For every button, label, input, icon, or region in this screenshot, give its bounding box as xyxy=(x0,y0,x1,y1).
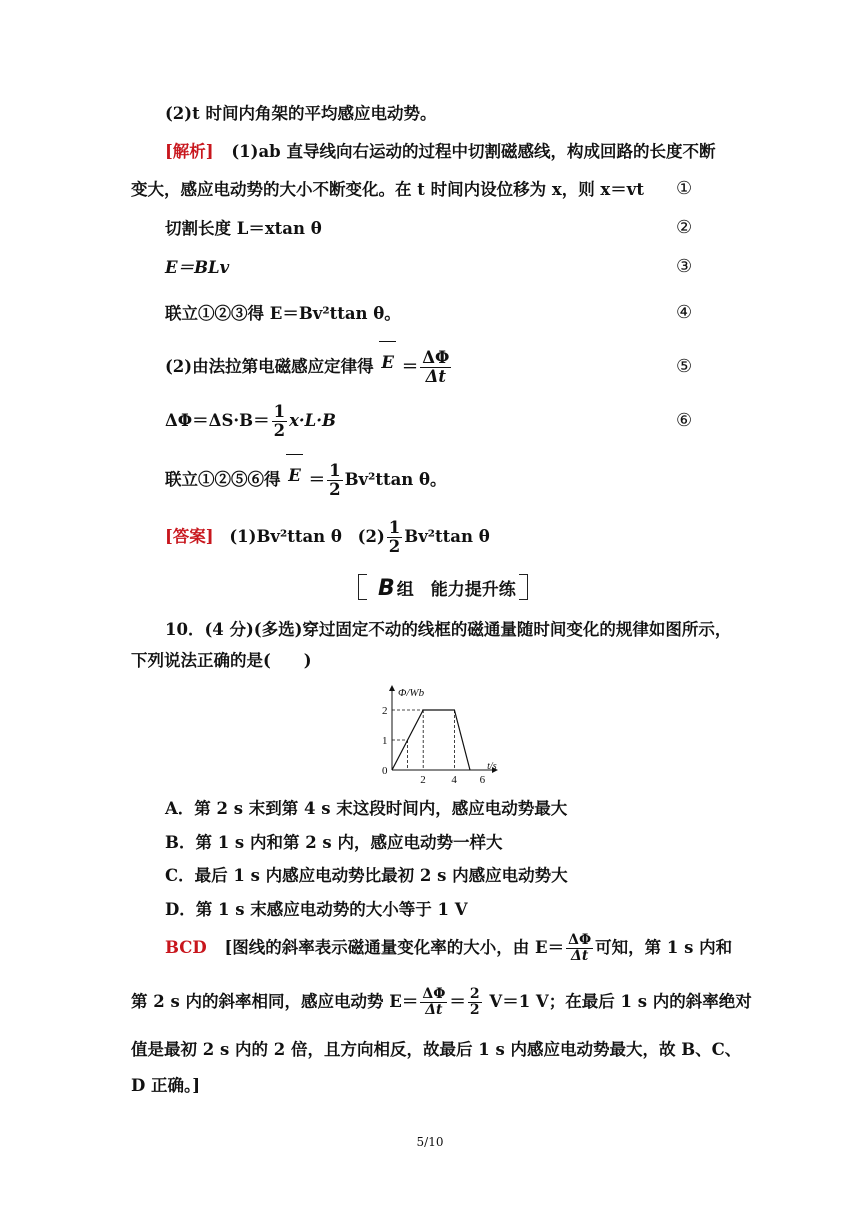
x-tick-label: 2 xyxy=(420,774,426,786)
equation-number-2: ② xyxy=(676,217,693,238)
equals-sign: ＝ xyxy=(401,357,419,376)
section-title xyxy=(378,575,516,601)
y-axis-label: Φ/Wb xyxy=(398,687,425,699)
analysis-tag: [解析] xyxy=(165,142,214,161)
x-axis-label: t/s xyxy=(487,761,497,772)
combine-text: 联立①②⑤⑥得 xyxy=(165,470,281,489)
solution-equals: ＝ xyxy=(449,992,466,1011)
solution-fraction-2: $\frac{\Delta\Phi}{\Delta t}$ xyxy=(422,986,446,1018)
option-c[interactable]: C．最后 1 s 内感应电动势比最初 2 s 内感应电动势大 xyxy=(165,866,568,885)
analysis-text: (1)ab 直导线向右运动的过程中切割磁感线，构成回路的长度不断 xyxy=(231,142,716,161)
x-tick-label: 4 xyxy=(451,774,457,786)
text-line-9 xyxy=(165,458,447,501)
faraday-text: (2)由法拉第电磁感应定律得 xyxy=(165,357,374,376)
answer-half-fraction: $\frac{1}{2}$ xyxy=(388,518,401,556)
answer-2-tail: Bv²ttan θ xyxy=(404,527,490,546)
solution-line-3: 值是最初 2 s 内的 2 倍，且方向相反，故最后 1 s 内感应电动势最大，故 B、C、 xyxy=(131,1040,742,1059)
half-fraction: $\frac{1}{2}$ xyxy=(273,402,286,440)
text-line-1: (2)t 时间内角架的平均感应电动势。 xyxy=(165,104,437,123)
question-line-1: 10．(4 分)(多选)穿过固定不动的线框的磁通量随时间变化的规律如图所示， xyxy=(165,620,732,639)
half-fraction-2: $\frac{1}{2}$ xyxy=(329,461,341,499)
equation-number-5: ⑤ xyxy=(676,356,693,377)
text-line-3: 变大，感应电动势的大小不断变化。在 t 时间内设位移为 x，则 x＝vt xyxy=(131,180,644,199)
flux-change-text: ΔΦ＝ΔS·B＝ xyxy=(165,411,270,430)
result-text: Bv²ttan θ。 xyxy=(344,470,447,489)
section-heading xyxy=(358,574,528,600)
y-tick-label: 2 xyxy=(382,705,388,717)
option-b[interactable]: B．第 1 s 内和第 2 s 内，感应电动势一样大 xyxy=(165,833,503,852)
text-line-7 xyxy=(165,345,453,388)
question-line-2: 下列说法正确的是( ) xyxy=(131,651,312,670)
option-d[interactable]: D．第 1 s 末感应电动势的大小等于 1 V xyxy=(165,900,468,919)
answer-line xyxy=(165,516,490,558)
solution-answer: BCD xyxy=(165,938,207,957)
section-letter: B xyxy=(378,576,395,601)
solution-line-1 xyxy=(165,927,732,969)
analysis-line xyxy=(165,142,715,162)
answer-tag: [答案] xyxy=(165,527,214,546)
right-bracket xyxy=(519,574,528,600)
equation-number-3: ③ xyxy=(676,256,693,277)
solution-fraction-3: $\frac{2}{2}$ xyxy=(469,986,480,1018)
option-a[interactable]: A．第 2 s 末到第 4 s 末这段时间内，感应电动势最大 xyxy=(165,799,568,818)
equation-number-1: ① xyxy=(676,178,693,199)
equals-sign-2: ＝ xyxy=(308,470,326,489)
equation-number-4: ④ xyxy=(676,302,693,323)
text-line-6: 联立①②③得 E＝Bv²ttan θ。 xyxy=(165,304,401,323)
solution-text-1: [图线的斜率表示磁通量变化率的大小，由 E＝ xyxy=(224,938,565,957)
left-bracket xyxy=(358,574,367,600)
flux-change-tail: x·L·B xyxy=(289,411,336,430)
mean-emf-symbol: E xyxy=(379,341,396,384)
x-tick-label: 0 xyxy=(382,765,388,777)
section-title-text: 组 能力提升练 xyxy=(396,580,516,600)
equation-number-6: ⑥ xyxy=(676,410,693,431)
text-line-4: 切割长度 L＝xtan θ xyxy=(165,219,322,238)
answer-1: (1)Bv²ttan θ xyxy=(229,527,342,546)
y-tick-label: 1 xyxy=(382,735,388,747)
mean-emf-symbol-2: E xyxy=(286,454,303,497)
page-number: 5/10 xyxy=(416,1135,444,1149)
text-line-8 xyxy=(165,400,336,442)
solution-text-2-tail: V＝1 V；在最后 1 s 内的斜率绝对 xyxy=(489,992,752,1011)
flux-rate-fraction: $\frac{\Delta\Phi}{\Delta t}$ xyxy=(422,348,450,386)
text-line-5: E＝BLv xyxy=(165,258,230,277)
solution-text-2: 第 2 s 内的斜率相同，感应电动势 E＝ xyxy=(131,992,419,1011)
solution-text-1-tail: 可知，第 1 s 内和 xyxy=(595,938,733,957)
solution-fraction-1: $\frac{\Delta\Phi}{\Delta t}$ xyxy=(568,932,592,964)
solution-line-4: D 正确。] xyxy=(131,1076,201,1095)
x-tick-label: 6 xyxy=(479,774,486,786)
flux-time-chart xyxy=(370,676,530,784)
answer-2-prefix: (2) xyxy=(357,527,385,546)
solution-line-2 xyxy=(131,981,752,1023)
